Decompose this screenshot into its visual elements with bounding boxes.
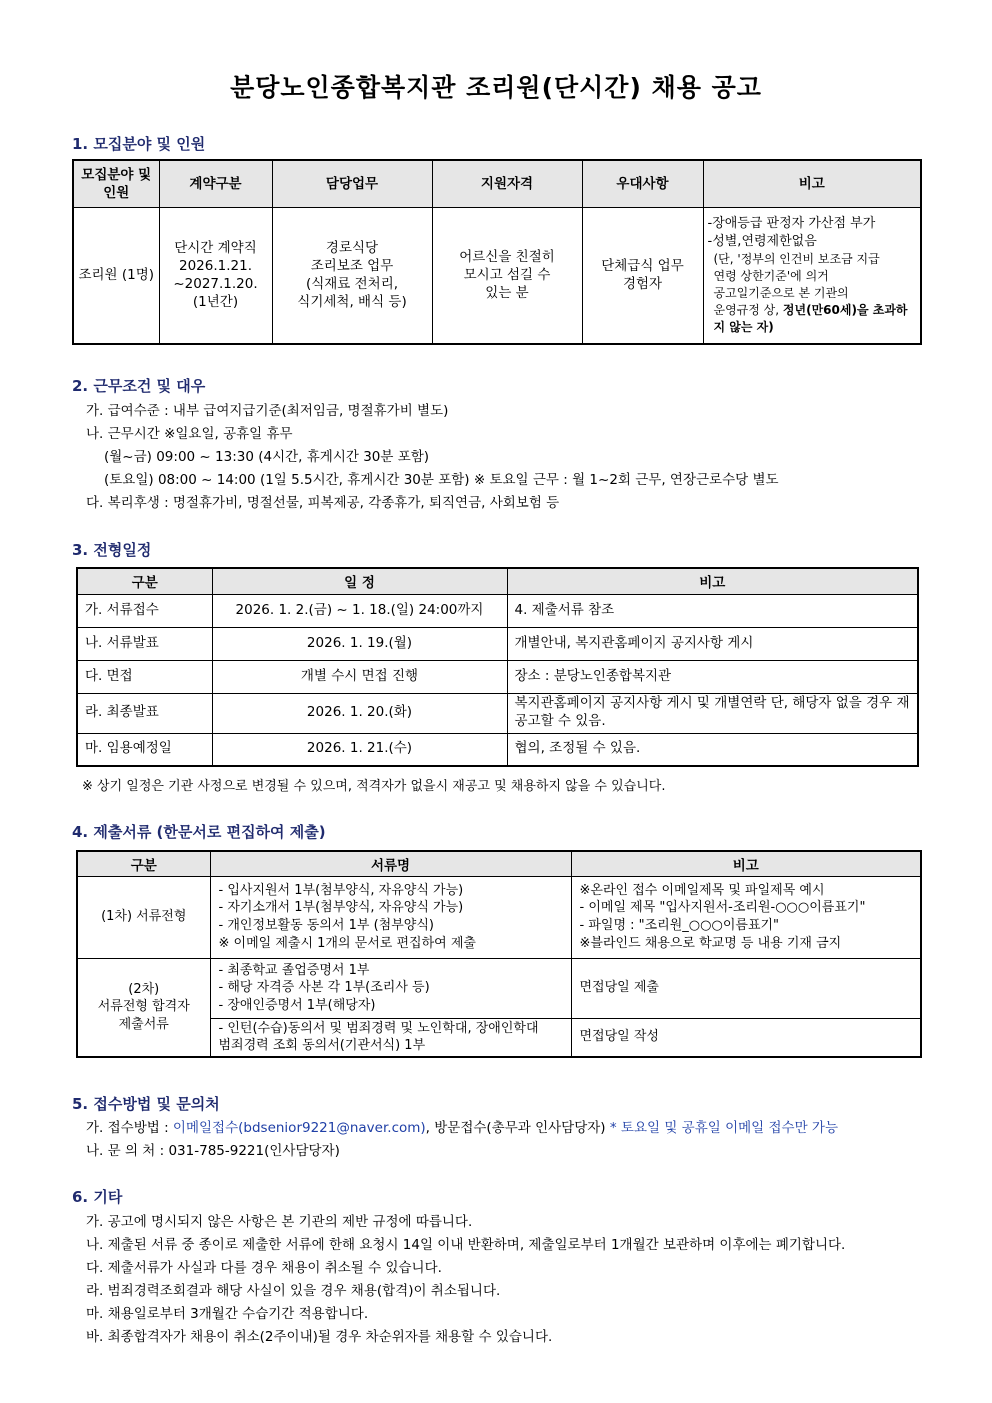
schedule-row: 라. 최종발표 2026. 1. 20.(화) 복지관홈페이지 공지사항 게시 및 개별연락 단, 해당자 없을 경우 재공고할 수 있음.	[77, 693, 918, 733]
header-preference: 우대사항	[582, 160, 703, 207]
header-field: 모집분야 및 인원	[73, 160, 159, 207]
cell-field: 조리원 (1명)	[73, 207, 159, 344]
apply-method: 가. 접수방법 : 이메일접수(bdsenior9221@naver.com), 방문접수(총무과 인사담당자) * 토요일 및 공휴일 이메일 접수만 가능	[86, 1120, 838, 1136]
schedule-row: 가. 서류접수 2026. 1. 2.(금) ~ 1. 18.(일) 24:00까지 4. 제출서류 참조	[77, 594, 918, 627]
cell-qualification: 어르신을 친절히 모시고 섬길 수 있는 분	[432, 207, 582, 344]
section-2-heading: 2. 근무조건 및 대우	[72, 377, 206, 395]
misc-item: 다. 제출서류가 사실과 다를 경우 채용이 취소될 수 있습니다.	[86, 1260, 442, 1276]
misc-item: 나. 제출된 서류 중 종이로 제출한 서류에 한해 요청시 14일 이내 반환하며, 제출일로부터 1개월간 보관하며 이후에는 폐기합니다.	[86, 1237, 846, 1253]
docs-row: - 인턴(수습)동의서 및 범죄경력 및 노인학대, 장애인학대 범죄경력 조회 동의서(기관서식) 1부 면접당일 작성	[77, 1018, 921, 1057]
schedule-header-type: 구분	[77, 568, 212, 594]
header-qualification: 지원자격	[432, 160, 582, 207]
hours-weekday: (월~금) 09:00 ~ 13:30 (4시간, 휴게시간 30분 포함)	[104, 449, 430, 465]
benefits-line: 다. 복리후생 : 명절휴가비, 명절선물, 피복제공, 각종휴가, 퇴직연금, 사회보험 등	[86, 495, 560, 511]
cell-duty: 경로식당 조리보조 업무 (식재료 전처리, 식기세척, 배식 등)	[272, 207, 432, 344]
docs-header-type: 구분	[77, 851, 210, 876]
docs-header-name: 서류명	[210, 851, 571, 876]
header-contract: 계약구분	[159, 160, 272, 207]
cell-note: -장애등급 판정자 가산점 부가 -성별,연령제한없음 (단, '정부의 인건비 보조금 지급 연령 상한기준'에 의거 공고일기준으로 본 기관의 운영규정 상, 정년(만60세)을 초과하지 않는 자)	[703, 207, 921, 344]
documents-table	[76, 850, 922, 1058]
header-duty: 담당업무	[272, 160, 432, 207]
note-retirement: 정년(만60세)을 초과하지 않는 자)	[713, 302, 908, 334]
section-5-heading: 5. 접수방법 및 문의처	[72, 1095, 220, 1113]
cell-contract: 단시간 계약직 2026.1.21. ~2027.1.20. (1년간)	[159, 207, 272, 344]
schedule-table	[76, 567, 919, 767]
page-title: 분당노인종합복지관 조리원(단시간) 채용 공고	[230, 73, 762, 102]
contact-line: 나. 문 의 처 : 031-785-9221(인사담당자)	[86, 1143, 340, 1159]
salary-line: 가. 급여수준 : 내부 급여지급기준(최저임금, 명절휴가비 별도)	[86, 403, 449, 419]
docs-row: (1차) 서류전형 - 입사지원서 1부(첨부양식, 자유양식 가능) - 자기소개서 1부(첨부양식, 자유양식 가능) - 개인정보활동 동의서 1부 (첨부양식) ※ 이메일 제출시 1개의 문서로 편집하여 제출 ※온라인 접수 이메일제목 및 파일제목 예시 - 이메일 제목 "입사지원서-조리원-○○○이름표기" - 파일명 : "조리원_○○○이름표기" ※블라인드 채용으로 학교명 등 내용 기재 금지	[77, 876, 921, 958]
misc-item: 바. 최종합격자가 채용이 취소(2주이내)될 경우 차순위자를 채용할 수 있습니다.	[86, 1329, 553, 1345]
header-note: 비고	[703, 160, 921, 207]
apply-email[interactable]: 이메일접수(bdsenior9221@naver.com)	[172, 1120, 426, 1136]
schedule-header-date: 일 정	[212, 568, 507, 594]
schedule-row: 나. 서류발표 2026. 1. 19.(월) 개별안내, 복지관홈페이지 공지사항 게시	[77, 627, 918, 660]
docs-header-note: 비고	[571, 851, 921, 876]
hours-saturday: (토요일) 08:00 ~ 14:00 (1일 5.5시간, 휴게시간 30분 포함) ※ 토요일 근무 : 월 1~2회 근무, 연장근로수당 별도	[104, 472, 779, 488]
schedule-footnote: ※ 상기 일정은 기관 사정으로 변경될 수 있으며, 적격자가 없을시 재공고 및 채용하지 않을 수 있습니다.	[82, 779, 666, 794]
cell-preference: 단체급식 업무 경험자	[582, 207, 703, 344]
misc-item: 라. 범죄경력조회결과 해당 사실이 있을 경우 채용(합격)이 취소됩니다.	[86, 1283, 501, 1299]
schedule-row: 다. 면접 개별 수시 면접 진행 장소 : 분당노인종합복지관	[77, 660, 918, 693]
recruit-table	[72, 159, 922, 345]
hours-line: 나. 근무시간 ※일요일, 공휴일 휴무	[86, 426, 293, 442]
schedule-header-note: 비고	[507, 568, 918, 594]
section-1-heading: 1. 모집분야 및 인원	[72, 135, 206, 153]
docs-row: (2차) 서류전형 합격자 제출서류 - 최종학교 졸업증명서 1부 - 해당 자격증 사본 각 1부(조리사 등) - 장애인증명서 1부(해당자) 면접당일 제출	[77, 958, 921, 1018]
misc-item: 마. 채용일로부터 3개월간 수습기간 적용합니다.	[86, 1306, 369, 1322]
section-3-heading: 3. 전형일정	[72, 541, 152, 559]
misc-item: 가. 공고에 명시되지 않은 사항은 본 기관의 제반 규정에 따릅니다.	[86, 1214, 473, 1230]
schedule-row: 마. 임용예정일 2026. 1. 21.(수) 협의, 조정될 수 있음.	[77, 733, 918, 766]
section-6-heading: 6. 기타	[72, 1188, 123, 1206]
section-4-heading: 4. 제출서류 (한문서로 편집하여 제출)	[72, 823, 326, 841]
